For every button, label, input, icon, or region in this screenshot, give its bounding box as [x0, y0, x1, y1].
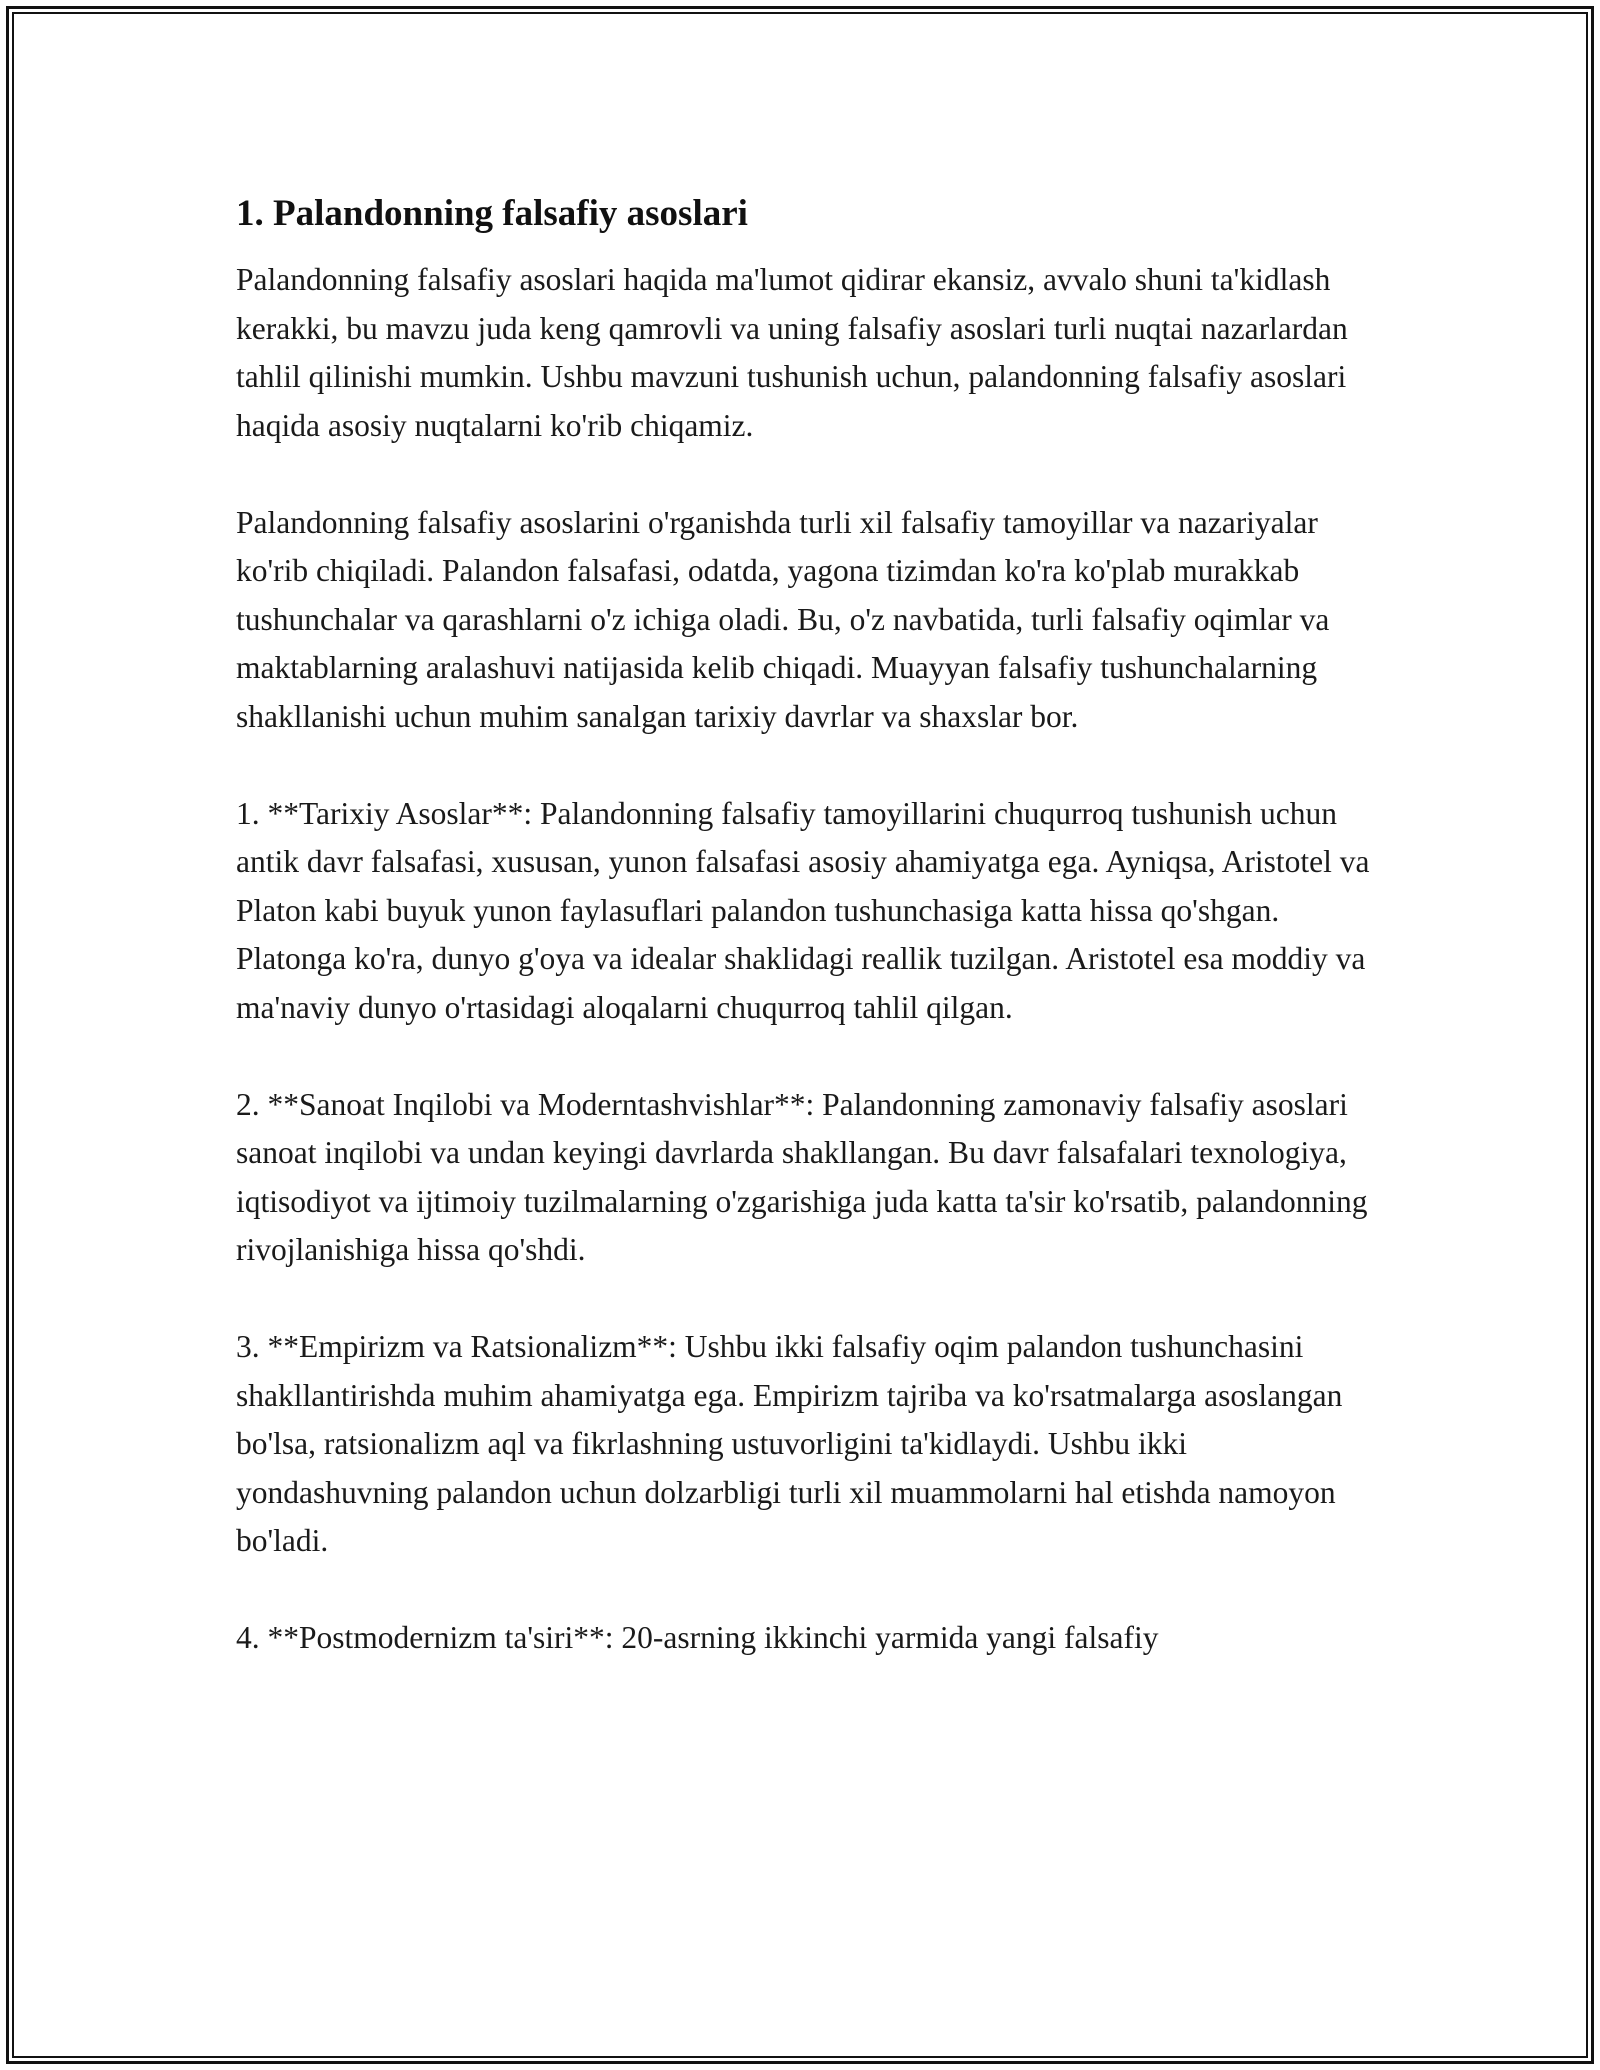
list-item-historical-foundations: 1. **Tarixiy Asoslar**: Palandonning falsafiy tamoyillarini chuqurroq tushunish uchun antik davr falsafasi, xususan, yunon falsafasi asosiy ahamiyatga ega. Ayniqsa, Aristotel va Platon kabi buyuk yunon faylasuflari palandon tushunchasiga katta hissa qo'shgan. Platonga ko'ra, dunyo g'oya va idealar shaklidagi reallik tuzilgan. Aristotel esa moddiy va ma'naviy dunyo o'rtasidagi aloqalarni chuqurroq tahlil qilgan. [236, 795, 1370, 1025]
list-item-industrial-revolution: 2. **Sanoat Inqilobi va Moderntashvishlar**: Palandonning zamonaviy falsafiy asoslari sanoat inqilobi va undan keyingi davrlarda shakllangan. Bu davr falsafalari texnologiya, iqtisodiyot va ijtimoiy tuzilmalarning o'zgarishiga juda katta ta'sir ko'rsatib, palandonning rivojlanishiga hissa qo'shdi. [236, 1086, 1368, 1267]
list-item-empiricism-rationalism: 3. **Empirizm va Ratsionalizm**: Ushbu ikki falsafiy oqim palandon tushunchasini shakllantirishda muhim ahamiyatga ega. Empirizm tajriba va ko'rsatmalarga asoslangan bo'lsa, ratsionalizm aql va fikrlashning ustuvorligini ta'kidlaydi. Ushbu ikki yondashuvning palandon uchun dolzarbligi turli xil muammolarni hal etishda namoyon bo'ladi. [236, 1329, 1343, 1558]
list-item-postmodernism: 4. **Postmodernizm ta'siri**: 20-asrning ikkinchi yarmida yangi falsafiy [236, 1620, 1159, 1655]
paragraph-intro: Palandonning falsafiy asoslari haqida ma'lumot qidirar ekansiz, avvalo shuni ta'kidlash kerakki, bu mavzu juda keng qamrovli va uning falsafiy asoslari turli nuqtai nazarlardan tahlil qilinishi mumkin. Ushbu mavzuni tushunish uchun, palandonning falsafiy asoslari haqida asosiy nuqtalarni ko'rib chiqamiz. [236, 262, 1348, 443]
document-body [236, 188, 1376, 1663]
section-heading: 1. Palandonning falsafiy asoslari [236, 193, 748, 234]
paragraph-overview: Palandonning falsafiy asoslarini o'rganishda turli xil falsafiy tamoyillar va nazariyalar ko'rib chiqiladi. Palandon falsafasi, odatda, yagona tizimdan ko'ra ko'plab murakkab tushunchalar va qarashlarni o'z ichiga oladi. Bu, o'z navbatida, turli falsafiy oqimlar va maktablarning aralashuvi natijasida kelib chiqadi. Muayyan falsafiy tushunchalarning shakllanishi uchun muhim sanalgan tarixiy davrlar va shaxslar bor. [236, 504, 1330, 734]
